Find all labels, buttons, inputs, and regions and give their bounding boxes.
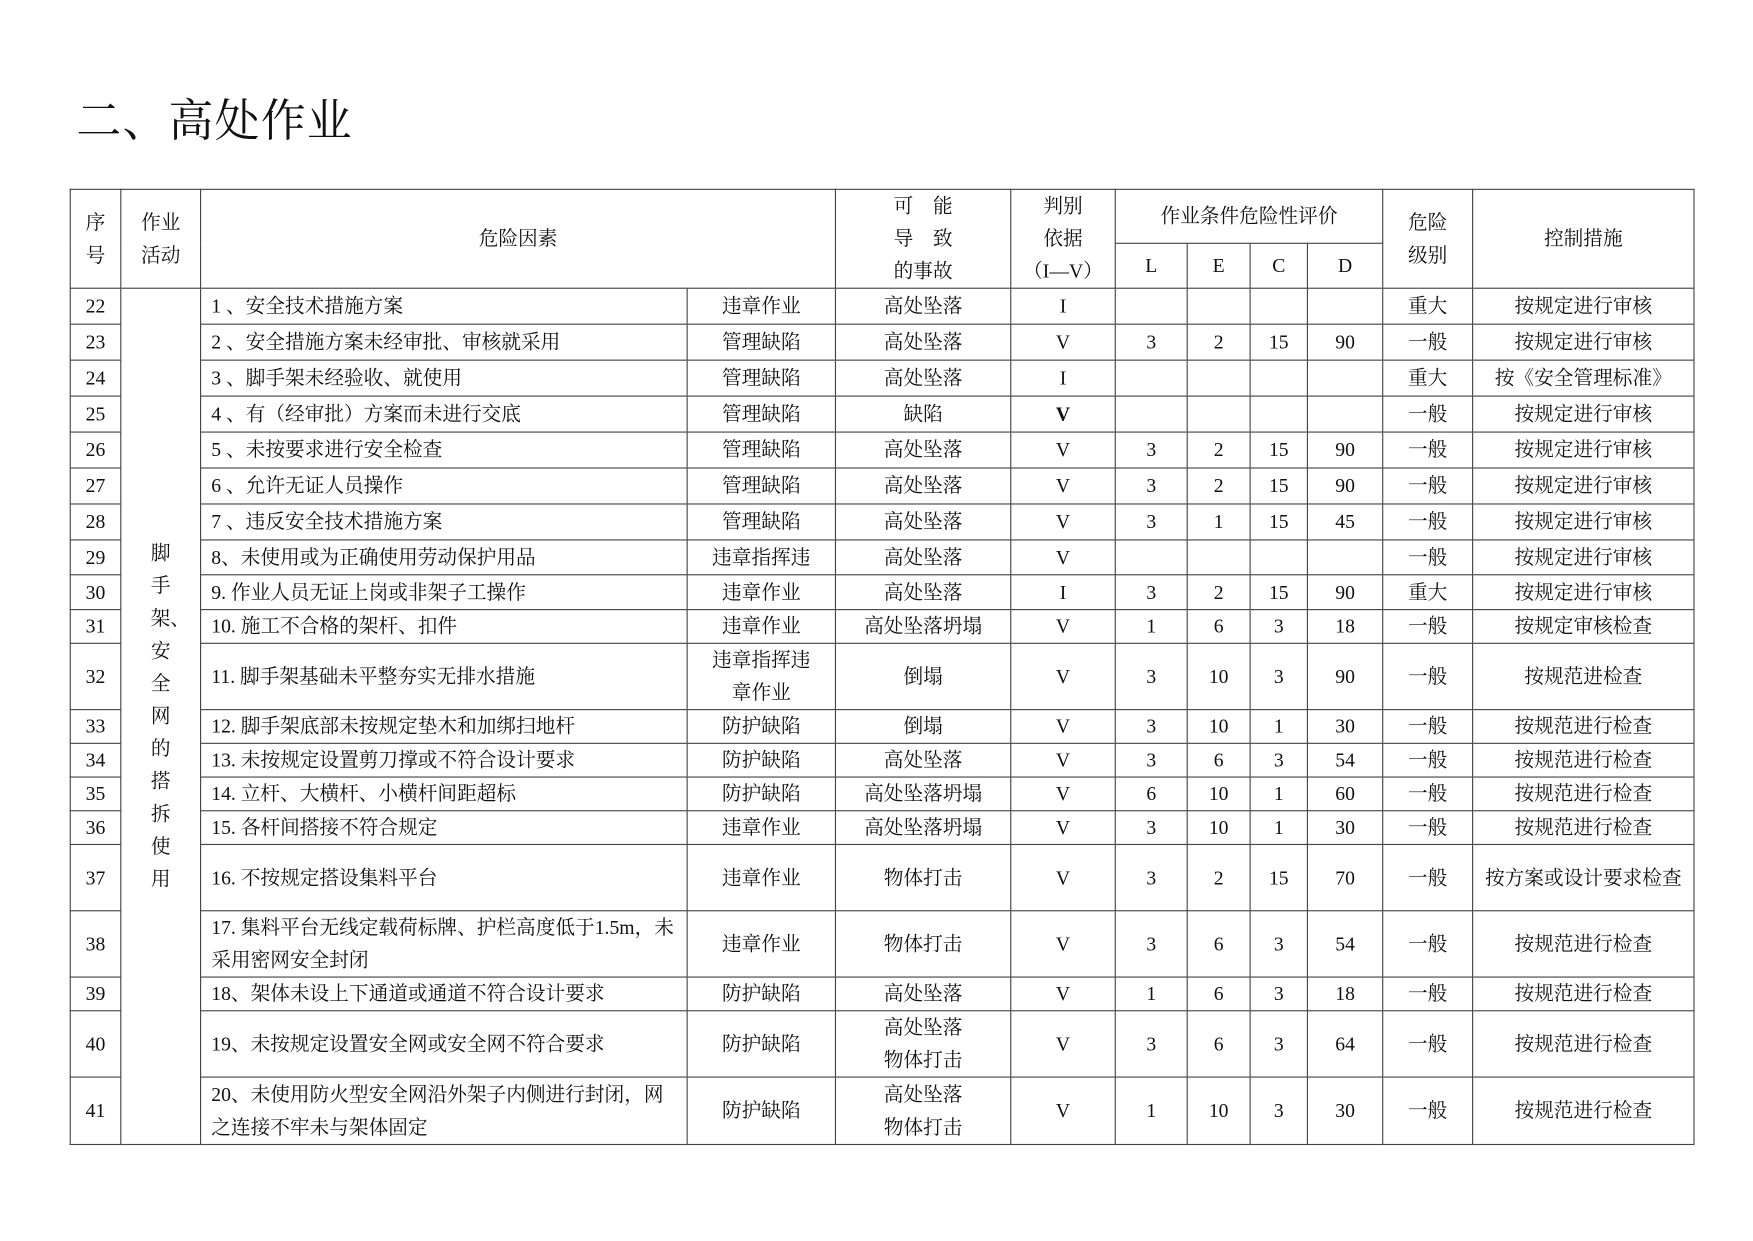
cell-basis: V [1011, 540, 1116, 575]
cell-level: 一般 [1383, 811, 1473, 845]
cell-c: 15 [1250, 575, 1307, 610]
cell-factor: 11. 脚手架基础未平整夯实无排水措施 [201, 643, 688, 709]
cell-e: 10 [1187, 643, 1250, 709]
cell-e: 10 [1187, 710, 1250, 744]
table-row [70, 324, 1694, 360]
table-row [70, 504, 1694, 540]
cell-type: 管理缺陷 [687, 468, 835, 504]
cell-accident: 高处坠落 [835, 468, 1010, 504]
cell-control: 按规范进行检查 [1473, 911, 1694, 977]
cell-factor: 20、未使用防火型安全网沿外架子内侧进行封闭，网之连接不牢未与架体固定 [201, 1077, 688, 1144]
cell-factor: 2 、安全措施方案未经审批、审核就采用 [201, 324, 688, 360]
cell-factor: 15. 各杆间搭接不符合规定 [201, 811, 688, 845]
cell-factor: 5 、未按要求进行安全检查 [201, 432, 688, 468]
table-row [70, 432, 1694, 468]
row-number: 24 [70, 360, 121, 396]
cell-e: 2 [1187, 844, 1250, 910]
cell-d: 54 [1307, 743, 1382, 777]
table-row [70, 844, 1694, 910]
cell-type: 违章作业 [687, 811, 835, 845]
cell-control: 按规范进行检查 [1473, 710, 1694, 744]
cell-control: 按《安全管理标准》 [1473, 360, 1694, 396]
row-number: 28 [70, 504, 121, 540]
cell-l: 3 [1115, 324, 1187, 360]
cell-accident: 高处坠落物体打击 [835, 1077, 1010, 1144]
cell-control: 按规定进行审核 [1473, 575, 1694, 610]
cell-d: 64 [1307, 1011, 1382, 1077]
cell-d: 30 [1307, 710, 1382, 744]
cell-type: 防护缺陷 [687, 977, 835, 1011]
row-number: 33 [70, 710, 121, 744]
cell-factor: 13. 未按规定设置剪刀撑或不符合设计要求 [201, 743, 688, 777]
cell-l [1115, 360, 1187, 396]
header-D: D [1307, 243, 1382, 288]
cell-l: 1 [1115, 610, 1187, 644]
risk-assessment-table [70, 189, 1695, 1145]
cell-e [1187, 288, 1250, 324]
cell-l: 1 [1115, 1077, 1187, 1144]
cell-e [1187, 360, 1250, 396]
row-number: 27 [70, 468, 121, 504]
cell-c: 15 [1250, 324, 1307, 360]
table-row [70, 811, 1694, 845]
cell-c [1250, 360, 1307, 396]
cell-level: 一般 [1383, 540, 1473, 575]
cell-accident: 高处坠落 [835, 540, 1010, 575]
cell-basis: V [1011, 844, 1116, 910]
cell-factor: 8、未使用或为正确使用劳动保护用品 [201, 540, 688, 575]
header-basis-line: （I—V） [1023, 259, 1103, 283]
cell-control: 按规定进行审核 [1473, 468, 1694, 504]
cell-e [1187, 540, 1250, 575]
cell-factor: 14. 立杆、大横杆、小横杆间距超标 [201, 777, 688, 811]
cell-accident: 高处坠落 [835, 504, 1010, 540]
table-row [70, 1077, 1694, 1144]
cell-basis: V [1011, 777, 1116, 811]
cell-type: 违章指挥违章作业 [687, 643, 835, 709]
cell-d: 90 [1307, 324, 1382, 360]
row-number: 23 [70, 324, 121, 360]
cell-c [1250, 540, 1307, 575]
header-accident-line: 的事故 [893, 259, 953, 283]
cell-type: 违章作业 [687, 610, 835, 644]
cell-factor: 18、架体未设上下通道或通道不符合设计要求 [201, 977, 688, 1011]
cell-c: 3 [1250, 1011, 1307, 1077]
row-number: 31 [70, 610, 121, 644]
cell-basis: V [1011, 468, 1116, 504]
cell-l: 3 [1115, 504, 1187, 540]
cell-e: 2 [1187, 468, 1250, 504]
cell-e: 10 [1187, 777, 1250, 811]
cell-l: 3 [1115, 743, 1187, 777]
table-row [70, 710, 1694, 744]
cell-accident: 高处坠落物体打击 [835, 1011, 1010, 1077]
cell-e: 6 [1187, 1011, 1250, 1077]
row-number: 22 [70, 288, 121, 324]
table-row [70, 610, 1694, 644]
cell-control: 按规范进行检查 [1473, 977, 1694, 1011]
header-control: 控制措施 [1473, 189, 1694, 288]
cell-type: 违章指挥违 [687, 540, 835, 575]
cell-c: 3 [1250, 743, 1307, 777]
cell-l [1115, 288, 1187, 324]
cell-accident: 高处坠落 [835, 324, 1010, 360]
table-row [70, 540, 1694, 575]
cell-basis: V [1011, 324, 1116, 360]
cell-l: 3 [1115, 844, 1187, 910]
cell-e: 2 [1187, 324, 1250, 360]
cell-level: 一般 [1383, 504, 1473, 540]
table-row [70, 288, 1694, 324]
cell-d [1307, 396, 1382, 432]
table-row [70, 468, 1694, 504]
cell-basis: V [1011, 432, 1116, 468]
cell-c: 1 [1250, 710, 1307, 744]
cell-type: 违章作业 [687, 288, 835, 324]
cell-type: 违章作业 [687, 911, 835, 977]
cell-e: 6 [1187, 743, 1250, 777]
row-number: 35 [70, 777, 121, 811]
cell-factor: 16. 不按规定搭设集料平台 [201, 844, 688, 910]
cell-basis: V [1011, 710, 1116, 744]
cell-c: 1 [1250, 811, 1307, 845]
cell-type: 管理缺陷 [687, 504, 835, 540]
cell-e: 1 [1187, 504, 1250, 540]
cell-e: 10 [1187, 1077, 1250, 1144]
row-number: 26 [70, 432, 121, 468]
header-activity: 作业活动 [121, 189, 201, 288]
row-number: 34 [70, 743, 121, 777]
cell-accident: 高处坠落 [835, 432, 1010, 468]
table-row [70, 396, 1694, 432]
cell-d: 45 [1307, 504, 1382, 540]
cell-e: 6 [1187, 977, 1250, 1011]
cell-c: 15 [1250, 844, 1307, 910]
cell-c: 3 [1250, 643, 1307, 709]
header-C: C [1250, 243, 1307, 288]
row-number: 40 [70, 1011, 121, 1077]
cell-accident: 缺陷 [835, 396, 1010, 432]
header-basis-line: 依据 [1043, 226, 1083, 250]
cell-control: 按规定进行审核 [1473, 396, 1694, 432]
cell-basis: V [1011, 811, 1116, 845]
row-number: 30 [70, 575, 121, 610]
cell-l: 3 [1115, 643, 1187, 709]
cell-basis: V [1011, 643, 1116, 709]
cell-accident: 物体打击 [835, 911, 1010, 977]
header-accident-line: 导 致 [893, 226, 953, 250]
cell-c: 15 [1250, 432, 1307, 468]
cell-accident: 高处坠落坍塌 [835, 811, 1010, 845]
cell-control: 按规定进行审核 [1473, 324, 1694, 360]
cell-d: 90 [1307, 468, 1382, 504]
cell-basis: V [1011, 504, 1116, 540]
cell-control: 按规定进行审核 [1473, 504, 1694, 540]
cell-type: 管理缺陷 [687, 360, 835, 396]
cell-e: 6 [1187, 911, 1250, 977]
cell-control: 按规范进检查 [1473, 643, 1694, 709]
cell-accident: 倒塌 [835, 710, 1010, 744]
cell-level: 一般 [1383, 324, 1473, 360]
cell-accident: 高处坠落 [835, 288, 1010, 324]
cell-level: 一般 [1383, 844, 1473, 910]
activity-cell: 脚手架、安全网的搭拆使用 [121, 288, 201, 1144]
cell-control: 按规范进行检查 [1473, 777, 1694, 811]
cell-level: 一般 [1383, 777, 1473, 811]
cell-control: 按规范进行检查 [1473, 811, 1694, 845]
cell-d: 30 [1307, 811, 1382, 845]
cell-level: 重大 [1383, 288, 1473, 324]
table-row [70, 911, 1694, 977]
table-row [70, 575, 1694, 610]
header-evaluation: 作业条件危险性评价 [1115, 189, 1382, 243]
cell-level: 一般 [1383, 610, 1473, 644]
cell-control: 按规范进行检查 [1473, 743, 1694, 777]
cell-type: 管理缺陷 [687, 396, 835, 432]
cell-level: 一般 [1383, 710, 1473, 744]
header-accident-line: 可 能 [893, 194, 953, 217]
cell-c: 15 [1250, 504, 1307, 540]
header-basis-line: 判别 [1043, 194, 1083, 217]
cell-factor: 4 、有（经审批）方案而未进行交底 [201, 396, 688, 432]
row-number: 38 [70, 911, 121, 977]
cell-accident: 高处坠落 [835, 360, 1010, 396]
cell-e: 2 [1187, 432, 1250, 468]
cell-level: 一般 [1383, 1077, 1473, 1144]
cell-factor: 1 、安全技术措施方案 [201, 288, 688, 324]
cell-c: 3 [1250, 610, 1307, 644]
cell-basis: V [1011, 1011, 1116, 1077]
cell-level: 一般 [1383, 396, 1473, 432]
cell-basis: V [1011, 610, 1116, 644]
row-number: 29 [70, 540, 121, 575]
cell-basis: V [1011, 743, 1116, 777]
cell-type: 违章作业 [687, 575, 835, 610]
cell-l: 3 [1115, 811, 1187, 845]
cell-control: 按规定进行审核 [1473, 432, 1694, 468]
cell-d: 18 [1307, 610, 1382, 644]
cell-factor: 6 、允许无证人员操作 [201, 468, 688, 504]
table-row [70, 777, 1694, 811]
cell-factor: 9. 作业人员无证上岗或非架子工操作 [201, 575, 688, 610]
cell-c: 3 [1250, 1077, 1307, 1144]
cell-l [1115, 396, 1187, 432]
cell-d: 30 [1307, 1077, 1382, 1144]
cell-d: 90 [1307, 643, 1382, 709]
cell-c: 3 [1250, 911, 1307, 977]
cell-c [1250, 288, 1307, 324]
cell-factor: 3 、脚手架未经验收、就使用 [201, 360, 688, 396]
cell-d [1307, 540, 1382, 575]
cell-basis: I [1011, 360, 1116, 396]
cell-level: 一般 [1383, 743, 1473, 777]
cell-c [1250, 396, 1307, 432]
cell-control: 按规范进行检查 [1473, 1011, 1694, 1077]
cell-l: 3 [1115, 911, 1187, 977]
cell-d: 18 [1307, 977, 1382, 1011]
cell-d [1307, 360, 1382, 396]
cell-type: 违章作业 [687, 844, 835, 910]
cell-d: 60 [1307, 777, 1382, 811]
cell-l: 6 [1115, 777, 1187, 811]
cell-accident: 高处坠落坍塌 [835, 610, 1010, 644]
cell-factor: 19、未按规定设置安全网或安全网不符合要求 [201, 1011, 688, 1077]
cell-e: 2 [1187, 575, 1250, 610]
cell-level: 一般 [1383, 977, 1473, 1011]
cell-control: 按方案或设计要求检查 [1473, 844, 1694, 910]
cell-level: 一般 [1383, 468, 1473, 504]
cell-level: 一般 [1383, 432, 1473, 468]
cell-basis: V [1011, 396, 1116, 432]
cell-type: 防护缺陷 [687, 1011, 835, 1077]
cell-d: 70 [1307, 844, 1382, 910]
header-factor: 危险因素 [201, 189, 836, 288]
cell-l: 1 [1115, 977, 1187, 1011]
row-number: 25 [70, 396, 121, 432]
cell-basis: V [1011, 1077, 1116, 1144]
cell-c: 15 [1250, 468, 1307, 504]
header-seq: 序号 [70, 189, 121, 288]
cell-l: 3 [1115, 710, 1187, 744]
cell-type: 防护缺陷 [687, 710, 835, 744]
cell-accident: 物体打击 [835, 844, 1010, 910]
cell-l [1115, 540, 1187, 575]
table-row [70, 1011, 1694, 1077]
cell-d: 90 [1307, 432, 1382, 468]
cell-l: 3 [1115, 468, 1187, 504]
table-row [70, 743, 1694, 777]
cell-level: 一般 [1383, 1011, 1473, 1077]
cell-accident: 高处坠落坍塌 [835, 777, 1010, 811]
cell-l: 3 [1115, 1011, 1187, 1077]
table-row [70, 360, 1694, 396]
cell-e [1187, 396, 1250, 432]
row-number: 37 [70, 844, 121, 910]
cell-accident: 高处坠落 [835, 575, 1010, 610]
cell-basis: V [1011, 911, 1116, 977]
cell-l: 3 [1115, 432, 1187, 468]
row-number: 36 [70, 811, 121, 845]
cell-type: 防护缺陷 [687, 743, 835, 777]
cell-e: 10 [1187, 811, 1250, 845]
cell-factor: 12. 脚手架底部未按规定垫木和加绑扫地杆 [201, 710, 688, 744]
header-level: 危险级别 [1383, 189, 1473, 288]
cell-accident: 倒塌 [835, 643, 1010, 709]
cell-type: 防护缺陷 [687, 777, 835, 811]
cell-control: 按规定审核检查 [1473, 610, 1694, 644]
cell-level: 重大 [1383, 575, 1473, 610]
table-body [70, 288, 1694, 1144]
cell-c: 3 [1250, 977, 1307, 1011]
row-number: 41 [70, 1077, 121, 1144]
cell-c: 1 [1250, 777, 1307, 811]
row-number: 32 [70, 643, 121, 709]
header-accident [835, 189, 1010, 288]
section-title: 二、高处作业 [76, 95, 353, 147]
cell-d: 54 [1307, 911, 1382, 977]
header-L: L [1115, 243, 1187, 288]
cell-level: 重大 [1383, 360, 1473, 396]
cell-type: 防护缺陷 [687, 1077, 835, 1144]
cell-accident: 高处坠落 [835, 743, 1010, 777]
cell-d [1307, 288, 1382, 324]
cell-l: 3 [1115, 575, 1187, 610]
header-E: E [1187, 243, 1250, 288]
cell-control: 按规定进行审核 [1473, 540, 1694, 575]
cell-level: 一般 [1383, 643, 1473, 709]
cell-accident: 高处坠落 [835, 977, 1010, 1011]
cell-factor: 7 、违反安全技术措施方案 [201, 504, 688, 540]
cell-basis: I [1011, 575, 1116, 610]
row-number: 39 [70, 977, 121, 1011]
cell-d: 90 [1307, 575, 1382, 610]
cell-control: 按规范进行检查 [1473, 1077, 1694, 1144]
cell-basis: V [1011, 977, 1116, 1011]
cell-basis: I [1011, 288, 1116, 324]
cell-type: 管理缺陷 [687, 432, 835, 468]
cell-control: 按规定进行审核 [1473, 288, 1694, 324]
table-row [70, 643, 1694, 709]
cell-factor: 17. 集料平台无线定载荷标牌、护栏高度低于1.5m，未采用密网安全封闭 [201, 911, 688, 977]
cell-e: 6 [1187, 610, 1250, 644]
table-row [70, 977, 1694, 1011]
header-basis [1011, 189, 1116, 288]
cell-level: 一般 [1383, 911, 1473, 977]
cell-factor: 10. 施工不合格的架杆、扣件 [201, 610, 688, 644]
cell-type: 管理缺陷 [687, 324, 835, 360]
